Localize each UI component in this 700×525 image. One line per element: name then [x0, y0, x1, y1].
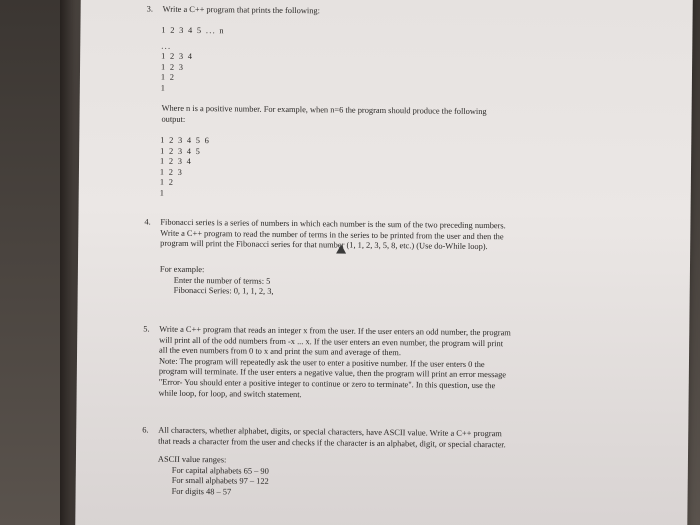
mouse-cursor-icon	[336, 244, 346, 253]
example-line: 1 2 3	[159, 167, 184, 177]
pattern-block	[161, 26, 225, 95]
ranges-label: ASCII value ranges:	[157, 454, 227, 465]
question-prompt: Write a C++ program that prints the following:	[162, 4, 320, 16]
question-text-line: All characters, whether alphabet, digits, or special characters, have ASCII value. Write a C++ program	[158, 425, 502, 439]
example-line: 1 2 3 4 5 6	[160, 135, 211, 146]
question-number: 3.	[146, 4, 153, 14]
example-line: 1 2 3 4 5	[160, 146, 202, 156]
example-line: 1 2 3 4	[160, 156, 193, 167]
pattern-line: 1 2 3	[161, 62, 185, 72]
question-text-line: Fibonacci series is a series of numbers in which each number is the sum of the two preceding numbers.	[160, 217, 506, 231]
example-line: 1	[159, 188, 166, 198]
range-line: For capital alphabets 65 – 90	[171, 465, 269, 476]
question-description: Where n is a positive number. For example, when n=6 the program should produce the following	[161, 103, 487, 117]
example-label: For example:	[159, 264, 205, 275]
pattern-line: 1 2	[160, 73, 176, 83]
range-line: For digits 48 – 57	[171, 486, 232, 497]
question-number: 6.	[142, 425, 149, 435]
question-text-line: all the even numbers from 0 to x and print the sum and average of them.	[159, 345, 401, 358]
pattern-line: 1 2 3 4 5 ... n	[161, 25, 225, 36]
pattern-line: 1	[160, 83, 167, 93]
question-description: output:	[161, 114, 186, 124]
question-text-line: Write a C++ program to read the number of terms in the series to be printed from the user and then the	[160, 228, 504, 241]
question-text-line: program will print the Fibonacci series for that number (1, 1, 2, 3, 5, 8, etc.) (Use do-While loop).	[160, 238, 488, 252]
question-text-line: while loop, for loop, and switch statement.	[158, 388, 302, 399]
example-line: 1 2	[159, 178, 175, 188]
example-output-block	[160, 136, 211, 200]
example-line: Enter the number of terms: 5	[173, 275, 271, 286]
question-number: 5.	[143, 324, 150, 334]
pattern-line: ...	[161, 41, 172, 51]
paper-sheet	[75, 0, 693, 525]
example-line: Fibonacci Series: 0, 1, 1, 2, 3,	[173, 285, 274, 297]
question-text-line: program will terminate. If the user enters a negative value, then the program will print an error message	[158, 367, 507, 380]
question-text-line: Note: The program will repeatedly ask the user to enter a positive number. If the user enters 0 the	[158, 356, 485, 369]
pattern-line: 1 2 3 4	[161, 51, 194, 62]
question-text-line: "Error- You should enter a positive integer to continue or zero to terminate". In this question, use the	[158, 377, 496, 391]
question-text-line: Write a C++ program that reads an integer x from the user. If the user enters an odd number, the program	[159, 324, 511, 338]
question-text-line: will print all of the odd numbers from -x ... x. If the user enters an even number, the program will print	[159, 335, 504, 348]
range-line: For small alphabets 97 – 122	[171, 475, 269, 486]
question-text-line: that reads a character from the user and checks if the character is an alphabet, digit, or special character.	[158, 436, 506, 449]
question-number: 4.	[144, 217, 151, 227]
